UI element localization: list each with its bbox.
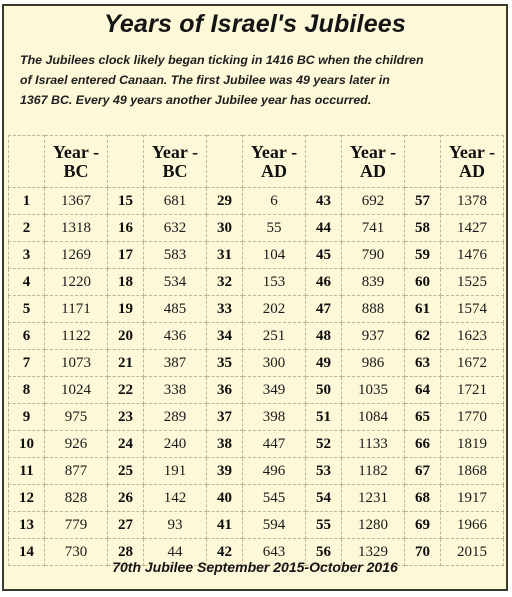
jubilee-number-cell: 56 (306, 539, 342, 566)
jubilee-number-cell: 40 (207, 485, 243, 512)
jubilee-year-cell: 545 (243, 485, 306, 512)
jubilee-year-cell: 1035 (342, 377, 405, 404)
table-row (9, 296, 504, 323)
jubilee-year-cell: 986 (342, 350, 405, 377)
jubilee-year-cell: 779 (45, 512, 108, 539)
jubilee-number-cell: 12 (9, 485, 45, 512)
jubilee-number-cell: 11 (9, 458, 45, 485)
jubilee-year-cell: 142 (144, 485, 207, 512)
jubilee-year-cell: 2015 (441, 539, 504, 566)
table-row (9, 431, 504, 458)
jubilee-year-cell: 387 (144, 350, 207, 377)
jubilee-number-cell: 39 (207, 458, 243, 485)
jubilee-chart-card (2, 4, 508, 591)
table-row (9, 269, 504, 296)
jubilee-number-cell: 57 (405, 188, 441, 215)
jubilee-year-cell: 1367 (45, 188, 108, 215)
jubilee-number-cell: 16 (108, 215, 144, 242)
jubilee-year-cell: 643 (243, 539, 306, 566)
jubilee-number-cell: 45 (306, 242, 342, 269)
header-line-era: AD (261, 160, 287, 181)
jubilee-number-cell: 49 (306, 350, 342, 377)
jubilee-year-cell: 1318 (45, 215, 108, 242)
jubilee-number-cell: 14 (9, 539, 45, 566)
year-column-header (45, 136, 108, 188)
jubilee-year-cell: 1525 (441, 269, 504, 296)
jubilee-year-cell: 398 (243, 404, 306, 431)
jubilee-year-cell: 1171 (45, 296, 108, 323)
jubilee-number-cell: 1 (9, 188, 45, 215)
jubilee-number-cell: 46 (306, 269, 342, 296)
jubilee-year-cell: 1133 (342, 431, 405, 458)
jubilee-number-cell: 48 (306, 323, 342, 350)
jubilee-number-cell: 3 (9, 242, 45, 269)
jubilee-number-header (207, 136, 243, 188)
header-line-era: AD (360, 160, 386, 181)
jubilee-number-cell: 59 (405, 242, 441, 269)
jubilee-year-cell: 1280 (342, 512, 405, 539)
jubilee-year-cell: 1427 (441, 215, 504, 242)
jubilee-year-cell: 93 (144, 512, 207, 539)
jubilee-year-cell: 1182 (342, 458, 405, 485)
jubilee-number-cell: 23 (108, 404, 144, 431)
jubilee-number-cell: 37 (207, 404, 243, 431)
jubilee-year-cell: 1231 (342, 485, 405, 512)
table-row (9, 242, 504, 269)
jubilee-year-cell: 975 (45, 404, 108, 431)
jubilee-year-cell: 1024 (45, 377, 108, 404)
header-line-era: BC (63, 160, 89, 181)
jubilee-year-cell: 1269 (45, 242, 108, 269)
jubilee-number-cell: 24 (108, 431, 144, 458)
jubilee-year-cell: 1084 (342, 404, 405, 431)
jubilee-year-cell: 300 (243, 350, 306, 377)
jubilee-year-cell: 741 (342, 215, 405, 242)
jubilee-year-cell: 338 (144, 377, 207, 404)
jubilee-number-cell: 26 (108, 485, 144, 512)
jubilee-year-cell: 839 (342, 269, 405, 296)
header-line-year: Year - (52, 141, 100, 162)
table-row (9, 323, 504, 350)
jubilee-number-cell: 9 (9, 404, 45, 431)
footer-note: 70th Jubilee September 2015-October 2016 (112, 559, 398, 575)
jubilee-number-cell: 17 (108, 242, 144, 269)
jubilee-year-cell: 1770 (441, 404, 504, 431)
jubilee-number-cell: 62 (405, 323, 441, 350)
jubilee-number-cell: 60 (405, 269, 441, 296)
jubilee-number-cell: 34 (207, 323, 243, 350)
jubilee-number-cell: 70 (405, 539, 441, 566)
jubilee-year-cell: 1966 (441, 512, 504, 539)
jubilee-year-cell: 877 (45, 458, 108, 485)
jubilee-number-cell: 7 (9, 350, 45, 377)
jubilee-number-cell: 43 (306, 188, 342, 215)
jubilee-number-cell: 32 (207, 269, 243, 296)
jubilee-year-cell: 191 (144, 458, 207, 485)
jubilee-year-cell: 44 (144, 539, 207, 566)
jubilee-number-cell: 28 (108, 539, 144, 566)
jubilee-year-cell: 1672 (441, 350, 504, 377)
table-header-row (9, 136, 504, 188)
jubilee-year-cell: 6 (243, 188, 306, 215)
jubilee-number-cell: 36 (207, 377, 243, 404)
jubilee-year-cell: 55 (243, 215, 306, 242)
jubilee-year-cell: 1819 (441, 431, 504, 458)
jubilee-number-cell: 47 (306, 296, 342, 323)
table-body (9, 188, 504, 566)
jubilee-number-cell: 58 (405, 215, 441, 242)
jubilee-number-cell: 29 (207, 188, 243, 215)
year-column-header (441, 136, 504, 188)
jubilee-number-cell: 66 (405, 431, 441, 458)
jubilee-year-cell: 104 (243, 242, 306, 269)
jubilee-number-cell: 53 (306, 458, 342, 485)
jubilee-year-cell: 790 (342, 242, 405, 269)
jubilee-year-cell: 594 (243, 512, 306, 539)
jubilee-number-cell: 64 (405, 377, 441, 404)
jubilee-number-cell: 20 (108, 323, 144, 350)
jubilee-year-cell: 1122 (45, 323, 108, 350)
jubilee-year-cell: 1868 (441, 458, 504, 485)
jubilee-year-cell: 485 (144, 296, 207, 323)
jubilee-year-cell: 1917 (441, 485, 504, 512)
table-row (9, 188, 504, 215)
jubilee-year-cell: 888 (342, 296, 405, 323)
header-line-era: AD (459, 160, 485, 181)
jubilee-number-cell: 61 (405, 296, 441, 323)
jubilee-number-cell: 51 (306, 404, 342, 431)
intro-paragraph (20, 50, 498, 110)
jubilee-number-cell: 68 (405, 485, 441, 512)
jubilee-year-cell: 937 (342, 323, 405, 350)
year-column-header (243, 136, 306, 188)
year-column-header (342, 136, 405, 188)
jubilee-number-cell: 25 (108, 458, 144, 485)
jubilee-table (8, 135, 504, 566)
jubilee-year-cell: 534 (144, 269, 207, 296)
intro-line: 1367 BC. Every 49 years another Jubilee year has occurred. (20, 93, 372, 107)
jubilee-number-cell: 19 (108, 296, 144, 323)
table-row (9, 350, 504, 377)
jubilee-number-cell: 6 (9, 323, 45, 350)
jubilee-year-cell: 1721 (441, 377, 504, 404)
jubilee-number-cell: 35 (207, 350, 243, 377)
jubilee-number-cell: 31 (207, 242, 243, 269)
jubilee-number-header (9, 136, 45, 188)
table-row (9, 404, 504, 431)
jubilee-number-cell: 63 (405, 350, 441, 377)
jubilee-year-cell: 926 (45, 431, 108, 458)
jubilee-number-cell: 44 (306, 215, 342, 242)
jubilee-year-cell: 1574 (441, 296, 504, 323)
jubilee-number-cell: 10 (9, 431, 45, 458)
jubilee-number-cell: 50 (306, 377, 342, 404)
table-row (9, 485, 504, 512)
table-row (9, 458, 504, 485)
jubilee-year-cell: 240 (144, 431, 207, 458)
jubilee-year-cell: 153 (243, 269, 306, 296)
jubilee-number-header (405, 136, 441, 188)
jubilee-number-cell: 27 (108, 512, 144, 539)
jubilee-year-cell: 349 (243, 377, 306, 404)
jubilee-number-cell: 2 (9, 215, 45, 242)
jubilee-number-cell: 54 (306, 485, 342, 512)
header-line-year: Year - (151, 141, 199, 162)
jubilee-number-cell: 52 (306, 431, 342, 458)
jubilee-year-cell: 436 (144, 323, 207, 350)
jubilee-year-cell: 681 (144, 188, 207, 215)
header-line-year: Year - (349, 141, 397, 162)
jubilee-number-cell: 42 (207, 539, 243, 566)
jubilee-number-cell: 69 (405, 512, 441, 539)
intro-line: of Israel entered Canaan. The first Jubilee was 49 years later in (20, 73, 390, 87)
jubilee-number-cell: 18 (108, 269, 144, 296)
jubilee-year-cell: 1073 (45, 350, 108, 377)
jubilee-year-cell: 1220 (45, 269, 108, 296)
jubilee-year-cell: 632 (144, 215, 207, 242)
header-line-year: Year - (250, 141, 298, 162)
table-row (9, 377, 504, 404)
jubilee-number-cell: 55 (306, 512, 342, 539)
jubilee-number-cell: 22 (108, 377, 144, 404)
jubilee-year-cell: 1623 (441, 323, 504, 350)
jubilee-year-cell: 583 (144, 242, 207, 269)
jubilee-number-cell: 33 (207, 296, 243, 323)
jubilee-year-cell: 828 (45, 485, 108, 512)
jubilee-year-cell: 692 (342, 188, 405, 215)
jubilee-number-cell: 67 (405, 458, 441, 485)
jubilee-year-cell: 289 (144, 404, 207, 431)
jubilee-year-cell: 730 (45, 539, 108, 566)
jubilee-year-cell: 447 (243, 431, 306, 458)
table-row (9, 512, 504, 539)
year-column-header (144, 136, 207, 188)
jubilee-number-cell: 41 (207, 512, 243, 539)
jubilee-number-cell: 5 (9, 296, 45, 323)
header-line-era: BC (162, 160, 188, 181)
jubilee-number-header (108, 136, 144, 188)
jubilee-number-header (306, 136, 342, 188)
jubilee-number-cell: 8 (9, 377, 45, 404)
jubilee-number-cell: 13 (9, 512, 45, 539)
jubilee-number-cell: 65 (405, 404, 441, 431)
jubilee-year-cell: 202 (243, 296, 306, 323)
jubilee-number-cell: 21 (108, 350, 144, 377)
intro-line: The Jubilees clock likely began ticking in 1416 BC when the children (20, 53, 424, 67)
jubilee-year-cell: 1329 (342, 539, 405, 566)
header-line-year: Year - (448, 141, 496, 162)
jubilee-number-cell: 4 (9, 269, 45, 296)
jubilee-year-cell: 251 (243, 323, 306, 350)
chart-title: Years of Israel's Jubilees (103, 10, 407, 38)
jubilee-number-cell: 38 (207, 431, 243, 458)
jubilee-year-cell: 1476 (441, 242, 504, 269)
jubilee-year-cell: 496 (243, 458, 306, 485)
jubilee-year-cell: 1378 (441, 188, 504, 215)
jubilee-number-cell: 15 (108, 188, 144, 215)
jubilee-number-cell: 30 (207, 215, 243, 242)
table-row (9, 215, 504, 242)
